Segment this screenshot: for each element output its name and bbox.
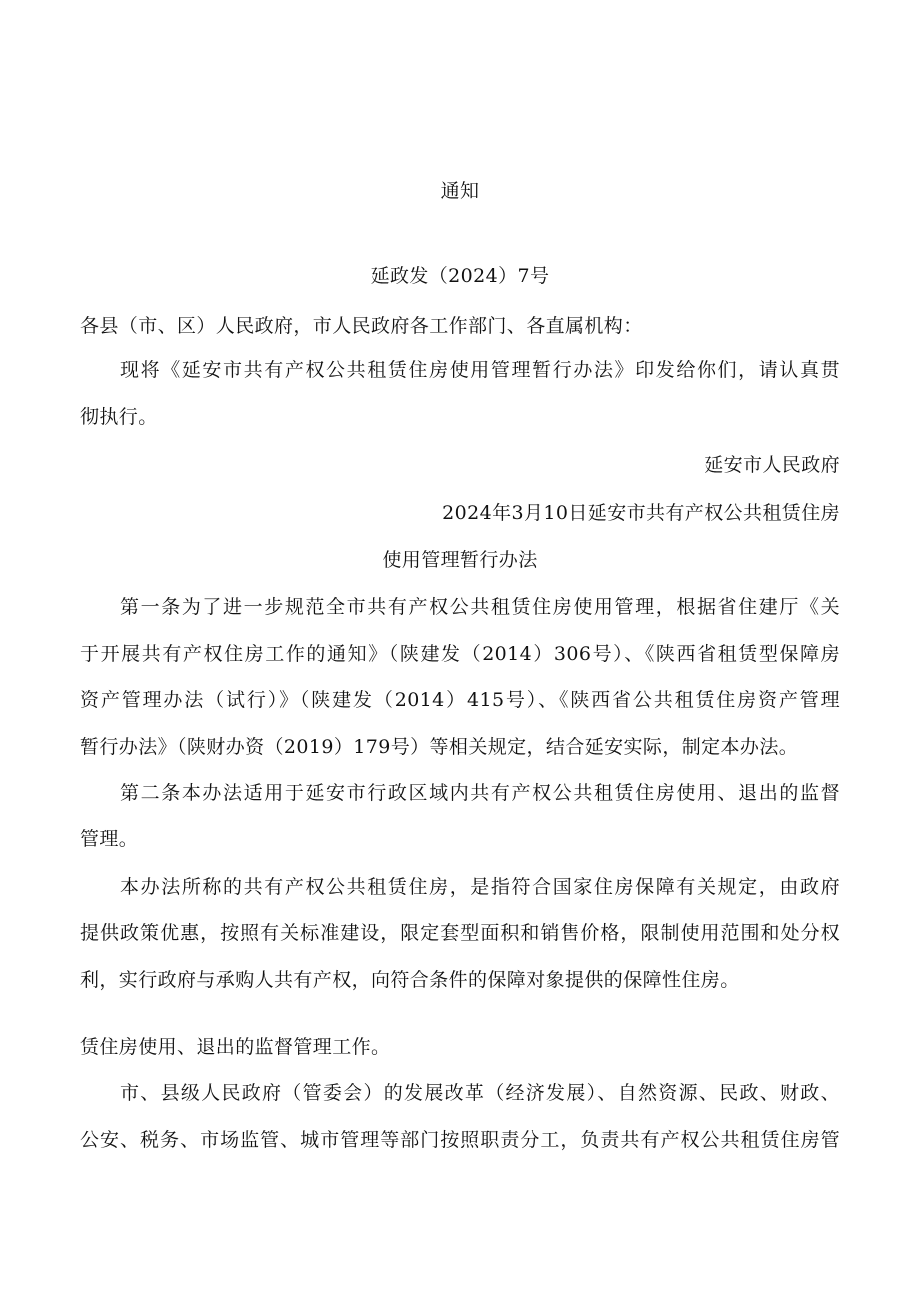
signature-org: 延安市人民政府 xyxy=(704,454,840,476)
definition-line-1: 本办法所称的共有产权公共租赁住房，是指符合国家住房保障有关规定，由政府 xyxy=(120,876,840,898)
document-title: 通知 xyxy=(440,180,480,202)
definition-line-2: 提供政策优惠，按照有关标准建设，限定套型面积和销售价格，限制使用范围和处分权 xyxy=(80,922,840,944)
intro-line-1: 现将《延安市共有产权公共租赁住房使用管理暂行办法》印发给你们，请认真贯 xyxy=(120,359,840,381)
article2-line-1: 第二条本办法适用于延安市行政区域内共有产权公共租赁住房使用、退出的监督 xyxy=(120,782,840,804)
document-subtitle: 使用管理暂行办法 xyxy=(382,549,538,571)
signature-date-line: 2024年3月10日延安市共有产权公共租赁住房 xyxy=(442,502,840,524)
intro-line-2: 彻执行。 xyxy=(80,406,158,428)
definition-line-3: 利，实行政府与承购人共有产权，向符合条件的保障对象提供的保障性住房。 xyxy=(80,969,740,991)
departments-line-1: 市、县级人民政府（管委会）的发展改革（经济发展）、自然资源、民政、财政、 xyxy=(120,1082,840,1104)
article1-line-3: 资产管理办法（试行）》（陕建发（2014）415号）、《陕西省公共租赁住房资产管理 xyxy=(80,689,840,711)
article1-line-2: 于开展共有产权住房工作的通知》（陕建发（2014）306号）、《陕西省租赁型保障房 xyxy=(80,643,840,665)
fragment-line: 赁住房使用、退出的监督管理工作。 xyxy=(80,1036,391,1058)
departments-line-2: 公安、税务、市场监管、城市管理等部门按照职责分工，负责共有产权公共租赁住房管 xyxy=(80,1129,840,1151)
addressee-line: 各县（市、区）人民政府，市人民政府各工作部门、各直属机构： xyxy=(80,315,643,337)
document-number: 延政发（2024）7号 xyxy=(370,265,550,287)
article1-line-1: 第一条为了进一步规范全市共有产权公共租赁住房使用管理，根据省住建厅《关 xyxy=(120,596,840,618)
article2-line-2: 管理。 xyxy=(80,828,139,850)
article1-line-4: 暂行办法》（陕财办资（2019）179号）等相关规定，结合延安实际，制定本办法。 xyxy=(80,736,799,758)
